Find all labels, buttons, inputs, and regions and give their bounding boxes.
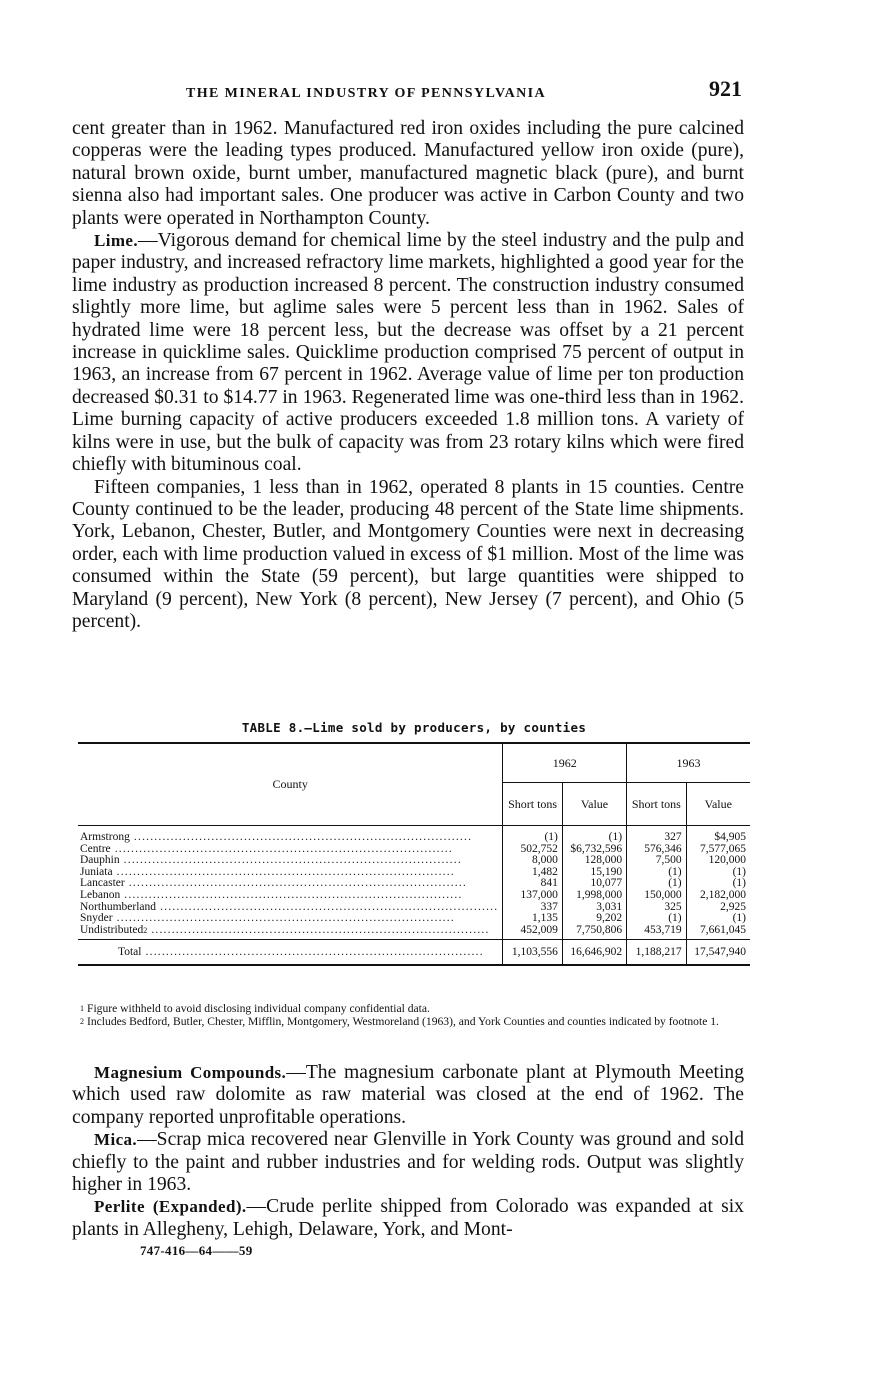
short-tons-1963: 327 — [627, 832, 687, 844]
body-text-bottom — [72, 1062, 744, 1241]
paragraph-lime — [72, 230, 744, 476]
short-tons-1962: 137,000 — [503, 890, 563, 902]
short-tons-1962: 8,000 — [503, 855, 563, 867]
table-row — [78, 832, 750, 844]
footnote-2 — [80, 1016, 756, 1029]
magnesium-text: —The magnesium carbonate plant at Plymouth Meeting which used raw dolomite as raw material was closed at the end of 1962. The company reported unprofitable operations. — [72, 1062, 744, 1128]
perlite-heading: Perlite (Expanded). — [94, 1197, 247, 1217]
short-tons-1963: 453,719 — [627, 925, 687, 940]
paragraph-mica — [72, 1129, 744, 1196]
short-tons-1963: (1) — [627, 878, 687, 890]
value-1962: 9,202 — [562, 913, 626, 925]
value-1962: 1,998,000 — [562, 890, 626, 902]
value-1963: 2,182,000 — [686, 890, 750, 902]
short-tons-1963: 7,500 — [627, 855, 687, 867]
county-name: Armstrong ..... — [78, 832, 503, 844]
table-row — [78, 844, 750, 856]
footnote-2-text: Includes Bedford, Butler, Chester, Mifflin, Montgomery, Westmoreland (1963), and York Counties and counties indicated by footnote 1. — [87, 1014, 719, 1028]
total-label: Total ..... — [78, 940, 503, 966]
perlite-text: —Crude perlite shipped from Colorado was expanded at six plants in Allegheny, Lehigh, Delaware, York, and Mont- — [72, 1196, 744, 1240]
mica-heading: Mica. — [94, 1130, 138, 1150]
value-1963: (1) — [686, 913, 750, 925]
value-1962: 3,031 — [562, 902, 626, 914]
county-name: Centre ..... — [78, 844, 503, 856]
lime-text: —Vigorous demand for chemical lime by the steel industry and the pulp and paper industry, and increased refractory lime markets, highlighted a good year for the lime industry as production increased 8 percent. The construction industry consumed slightly more lime, but aglime sales were 5 percent less than in 1962. Sales of hydrated lime were 18 percent less, but the decrease was offset by a 21 percent increase in quicklime sales. Quicklime production comprised 75 percent of output in 1963, an increase from 67 percent in 1962. Average value of lime per ton production decreased $0.31 to $14.77 in 1963. Regenerated lime was one-third less than in 1962. Lime burning capacity of active producers exceeded 1.8 million tons. A variety of kilns were in use, but the bulk of capacity was from 23 rotary kilns which were fired chiefly with bituminous coal. — [72, 230, 744, 476]
table-row — [78, 867, 750, 879]
short-tons-1962: (1) — [503, 832, 563, 844]
short-tons-1962: 1,482 — [503, 867, 563, 879]
lime-heading: Lime. — [94, 231, 139, 251]
value-1963: 7,577,065 — [686, 844, 750, 856]
total-value-1963: 17,547,940 — [686, 940, 750, 966]
paragraph-iron-oxides: cent greater than in 1962. Manufactured red iron oxides including the pure calcined copperas were the leading types produced. Manufactured yellow iron oxide (pure), natural brown oxide, burnt umber, manufactured magnetic black (pure), and burnt sienna also had important sales. One producer was active in Carbon County and two plants were operated in Northampton County. — [72, 118, 744, 229]
value-1962: (1) — [562, 832, 626, 844]
footnote-1-text: Figure withheld to avoid disclosing individual company confidential data. — [87, 1002, 430, 1015]
value-1963: 120,000 — [686, 855, 750, 867]
short-tons-1963: 150,000 — [627, 890, 687, 902]
page-number: 921 — [709, 76, 742, 101]
paragraph-lime-companies: Fifteen companies, 1 less than in 1962, operated 8 plants in 15 counties. Centre County continued to be the leader, producing 48 percent of the State lime shipments. York, Lebanon, Chester, Butler, and Montgomery Counties were next in decreasing order, each with lime production valued in excess of $1 million. Most of the lime was consumed within the State (59 percent), but large quantities were shipped to Maryland (9 percent), New York (8 percent), New Jersey (7 percent), and Ohio (5 percent). — [72, 476, 744, 632]
county-name — [78, 925, 503, 940]
lime-table — [78, 742, 750, 966]
body-text-top — [72, 118, 744, 633]
table-row — [78, 913, 750, 925]
table-total-row — [78, 940, 750, 966]
column-header-value-1962: Value — [562, 783, 626, 826]
value-1963: $4,905 — [686, 832, 750, 844]
value-1962: 7,750,806 — [562, 925, 626, 940]
short-tons-1963: 576,346 — [627, 844, 687, 856]
value-1963: (1) — [686, 867, 750, 879]
value-1962: $6,732,596 — [562, 844, 626, 856]
mica-text: —Scrap mica recovered near Glenville in York County was ground and sold chiefly to the paint and rubber industries and for welding rods. Output was slightly higher in 1963. — [72, 1129, 744, 1196]
column-header-1963: 1963 — [627, 743, 750, 783]
magnesium-heading: Magnesium Compounds. — [94, 1063, 287, 1082]
value-1962: 15,190 — [562, 867, 626, 879]
value-1962: 10,077 — [562, 878, 626, 890]
short-tons-1962: 452,009 — [503, 925, 563, 940]
short-tons-1962: 841 — [503, 878, 563, 890]
total-short-tons-1962: 1,103,556 — [503, 940, 563, 966]
total-short-tons-1963: 1,188,217 — [627, 940, 687, 966]
footnote-ref-2: 2 — [143, 925, 148, 935]
column-header-county: County — [78, 743, 503, 826]
footnotes — [80, 1003, 756, 1028]
short-tons-1963: (1) — [627, 913, 687, 925]
running-head — [186, 76, 742, 108]
column-header-short-tons-1963: Short tons — [627, 783, 687, 826]
paragraph-magnesium — [72, 1062, 744, 1129]
short-tons-1962: 502,752 — [503, 844, 563, 856]
value-1963: 7,661,045 — [686, 925, 750, 940]
table-title: TABLE 8.—Lime sold by producers, by counties — [241, 720, 587, 735]
table-row — [78, 855, 750, 867]
value-1962: 128,000 — [562, 855, 626, 867]
column-header-value-1963: Value — [686, 783, 750, 826]
table-row — [78, 902, 750, 914]
print-code: 747-416—64——59 — [140, 1243, 253, 1258]
county-name: Lancaster ..... — [78, 878, 503, 890]
short-tons-1962: 337 — [503, 902, 563, 914]
county-name: Dauphin ..... — [78, 855, 503, 867]
column-header-short-tons-1962: Short tons — [503, 783, 563, 826]
short-tons-1962: 1,135 — [503, 913, 563, 925]
column-header-1962: 1962 — [503, 743, 627, 783]
short-tons-1963: (1) — [627, 867, 687, 879]
running-title: THE MINERAL INDUSTRY OF PENNSYLVANIA — [186, 86, 547, 101]
value-1963: 2,925 — [686, 902, 750, 914]
short-tons-1963: 325 — [627, 902, 687, 914]
county-name: Lebanon ..... — [78, 890, 503, 902]
county-label: Undistributed — [80, 924, 144, 936]
value-1963: (1) — [686, 878, 750, 890]
paragraph-perlite — [72, 1196, 744, 1241]
total-value-1962: 16,646,902 — [562, 940, 626, 966]
footnote-2-mark: 2 — [80, 1016, 84, 1026]
county-name: Juniata ..... — [78, 867, 503, 879]
footnote-1-mark: 1 — [80, 1004, 84, 1013]
table-row — [78, 925, 750, 940]
table-row — [78, 890, 750, 902]
county-name: Northumberland ..... — [78, 902, 503, 914]
county-name: Snyder ..... — [78, 913, 503, 925]
